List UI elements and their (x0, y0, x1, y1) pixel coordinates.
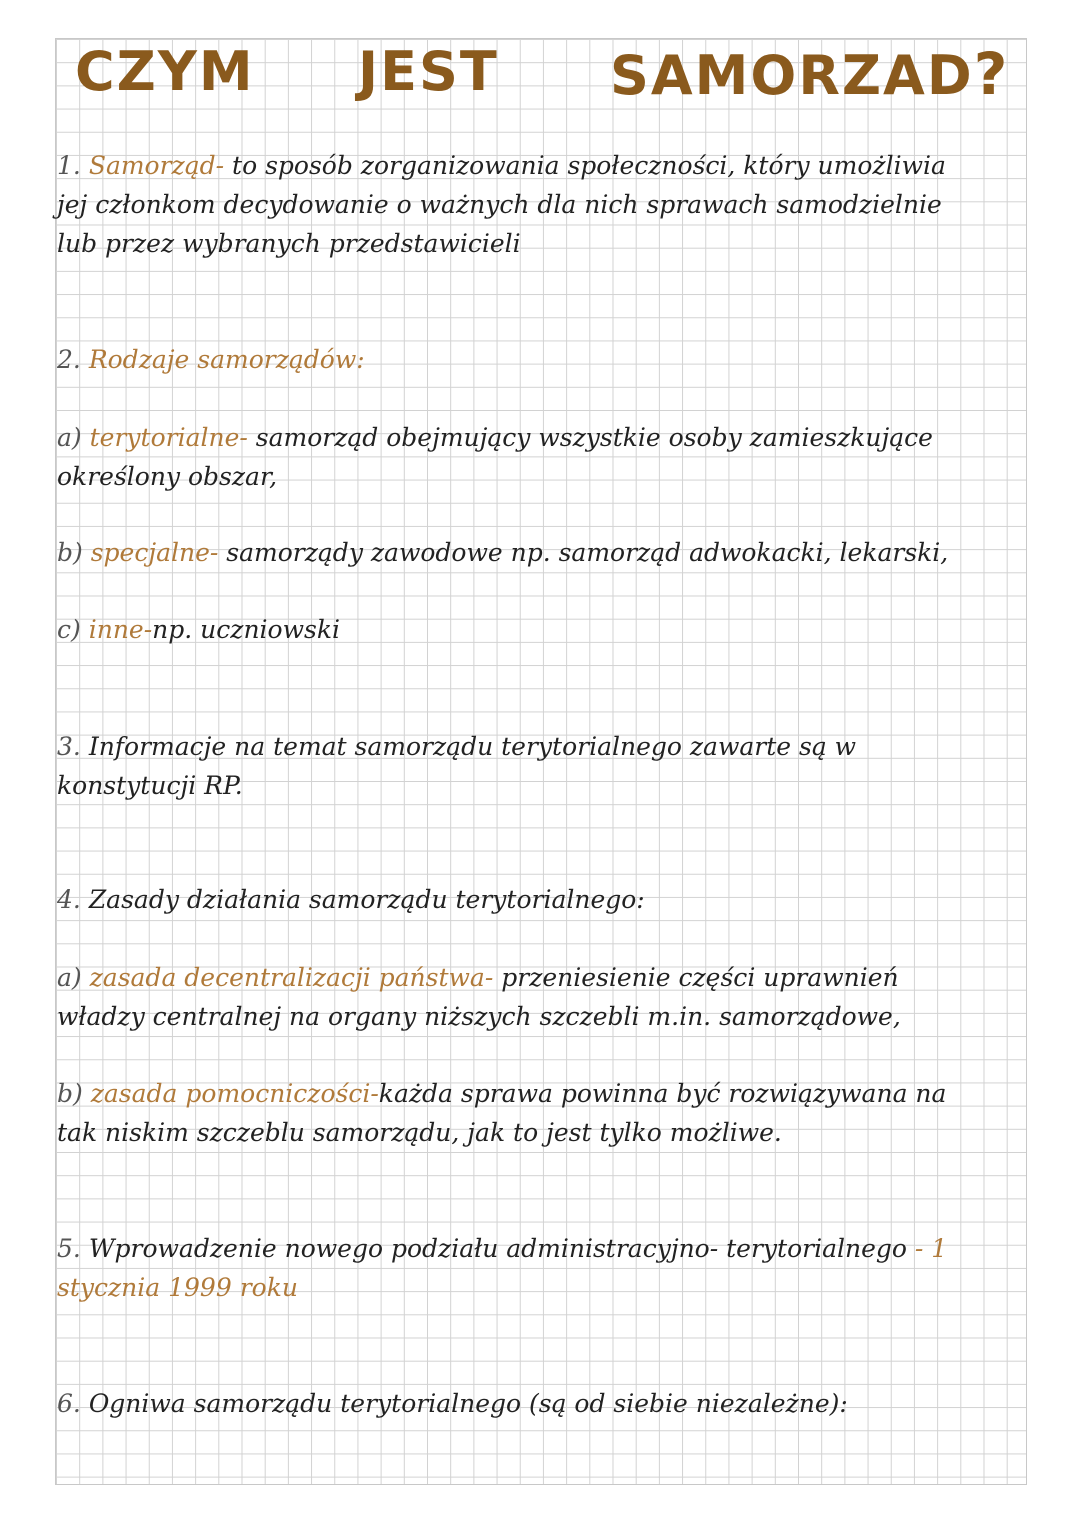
s4-b-line1 (57, 1074, 1022, 1113)
s1-term: Samorząd- (88, 151, 225, 180)
s2-a-text1: samorząd obejmujący wszystkie osoby zamieszkujące (247, 423, 933, 452)
s4-a-label: a) (57, 963, 82, 992)
s6-line1 (57, 1384, 1022, 1423)
s4-a-term: zasada decentralizacji państwa- (89, 963, 494, 992)
s1-line2: jej członkom decydowanie o ważnych dla nich sprawach samodzielnie (57, 190, 942, 219)
s3-num: 3. (57, 732, 81, 761)
s5-num: 5. (57, 1234, 81, 1263)
title-question-mark: ? (973, 40, 1010, 108)
s2-b-line1 (57, 533, 1022, 572)
s4-b-label: b) (57, 1079, 83, 1108)
title-word-samorzad (610, 40, 1009, 108)
s2-a-line1 (57, 418, 1022, 457)
s2-b-label: b) (57, 538, 83, 567)
s4-a-line2: władzy centralnej na organy niższych szczebli m.in. samorządowe, (57, 1002, 901, 1031)
s4-heading: Zasady działania samorządu terytorialnego: (88, 885, 645, 914)
s3-line2: konstytucji RP. (57, 771, 243, 800)
s2-c-term: inne- (88, 615, 153, 644)
s4-a-line1 (57, 958, 1022, 997)
page-title (75, 40, 1015, 110)
s2-num: 2. (57, 345, 81, 374)
s4-heading-line (57, 880, 1022, 919)
s1-line1 (57, 146, 1022, 185)
s2-b-term: specjalne- (90, 538, 219, 567)
s5-text1: Wprowadzenie nowego podziału administracyjno- terytorialnego (88, 1234, 915, 1263)
s5-line2: stycznia 1999 roku (57, 1273, 298, 1302)
title-word-samorzad-text: SAMORZAD (610, 44, 974, 107)
s4-b-term: zasada pomocniczości- (90, 1079, 379, 1108)
s2-a-label: a) (57, 423, 82, 452)
s4-num: 4. (57, 885, 81, 914)
title-word-jest: JEST (358, 40, 499, 103)
s3-line1 (57, 727, 1022, 766)
s1-num: 1. (57, 151, 81, 180)
s4-b-line2: tak niskim szczeblu samorządu, jak to jest tylko możliwe. (57, 1118, 782, 1147)
s2-heading: Rodzaje samorządów: (88, 345, 365, 374)
title-word-czym: CZYM (75, 40, 255, 103)
s5-date1: - 1 (914, 1234, 948, 1263)
s2-c-label: c) (57, 615, 81, 644)
s6-text1: Ogniwa samorządu terytorialnego (są od siebie niezależne): (88, 1389, 848, 1418)
s1-line3: lub przez wybranych przedstawicieli (57, 229, 521, 258)
s2-a-term: terytorialne- (89, 423, 248, 452)
s1-text1: to sposób zorganizowania społeczności, który umożliwia (224, 151, 946, 180)
s6-num: 6. (57, 1389, 81, 1418)
s2-c-line1 (57, 610, 1022, 649)
s2-a-line2: określony obszar, (57, 462, 278, 491)
s4-a-text1: przeniesienie części uprawnień (493, 963, 899, 992)
s4-b-text1: każda sprawa powinna być rozwiązywana na (378, 1079, 947, 1108)
s5-line1 (57, 1229, 1022, 1268)
s2-heading-line (57, 340, 1022, 379)
s2-c-text1: np. uczniowski (152, 615, 340, 644)
s2-b-text1: samorządy zawodowe np. samorząd adwokacki, lekarski, (218, 538, 949, 567)
s3-text1: Informacje na temat samorządu terytorialnego zawarte są w (88, 732, 857, 761)
